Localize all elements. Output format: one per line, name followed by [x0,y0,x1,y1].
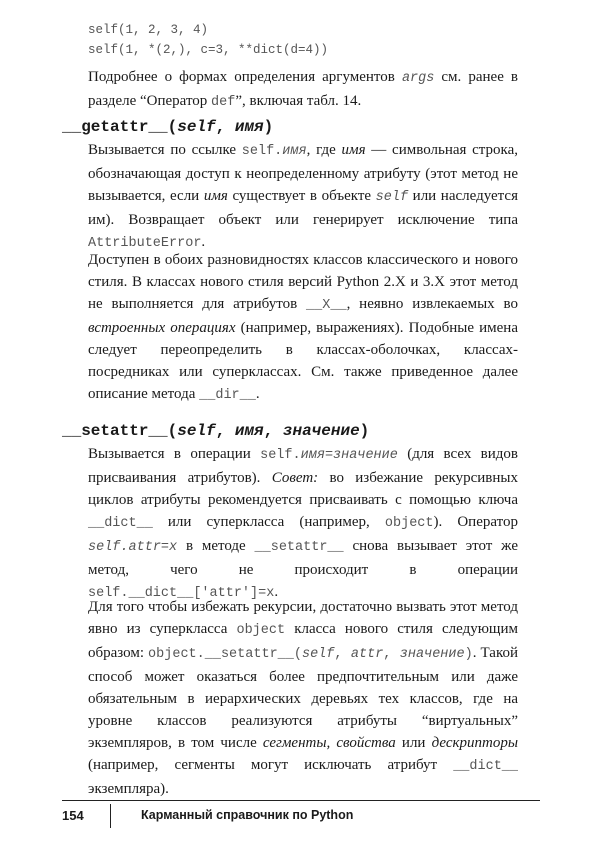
paragraph-args-reference: Подробнее о формах определения аргументов args см. ранее в разделе “Оператор def”, включая табл. 14. [88,69,518,110]
code-example [88,20,328,60]
code-line: self(1, 2, 3, 4) [88,23,209,37]
footer-separator [110,804,111,828]
running-title: Карманный справочник по Python [141,808,354,822]
page-number: 154 [62,808,84,823]
footer-rule [62,800,540,801]
code-line: self(1, *(2,), c=3, **dict(d=4)) [88,43,329,57]
getattr-new-style-note: Доступен в обоих разновидностях классов классического и нового стиля. В классах нового стиля версий Python 2.X и 3.X этот метод не выполняется для атрибутов __X__, неявно извлекаемых во встроенных операциях (например, выражениях). Подобные имена следует переопределить в классах-оболочках, классах-посредниках или суперклассах. См. также приведенное далее описание метода __dir__. [88,252,518,403]
setattr-description: Вызывается в операции self.имя=значение (для всех видов присваивания атрибутов). Совет: во избежание рекурсивных циклов атрибуты рекомендуется присваивать с помощью ключа __dict__ или суперкласса (например, object). Оператор self.attr=x в методе __setattr__ снова вызывает этот же метод, чего не происходит в операции self.__dict__['attr']=x. [88,446,518,601]
getattr-heading: __getattr__(self, имя) [62,118,274,136]
setattr-heading: __setattr__(self, имя, значение) [62,422,370,440]
setattr-recursion-note: Для того чтобы избежать рекурсии, достаточно вызвать этот метод явно из суперкласса object класса нового стиля следующим образом: object.__setattr__(self, attr, значение). Такой способ может оказаться более предпочтительным или даже обязательным в иерархических деревьях тех классов, где на уровне классов реализуются атрибуты “виртуальных” экземпляров, в том числе сегменты, свойства или дескрипторы (например, сегменты могут исключать атрибут __dict__ экземпляра). [88,599,519,797]
getattr-description: Вызывается по ссылке self.имя, где имя — символьная строка, обозначающая доступ к неопределенному атрибуту (этот метод не вызывается, если имя существует в объекте self или наследуется им). Возвращает объект или генерирует исключение типа AttributeError. [88,142,518,251]
